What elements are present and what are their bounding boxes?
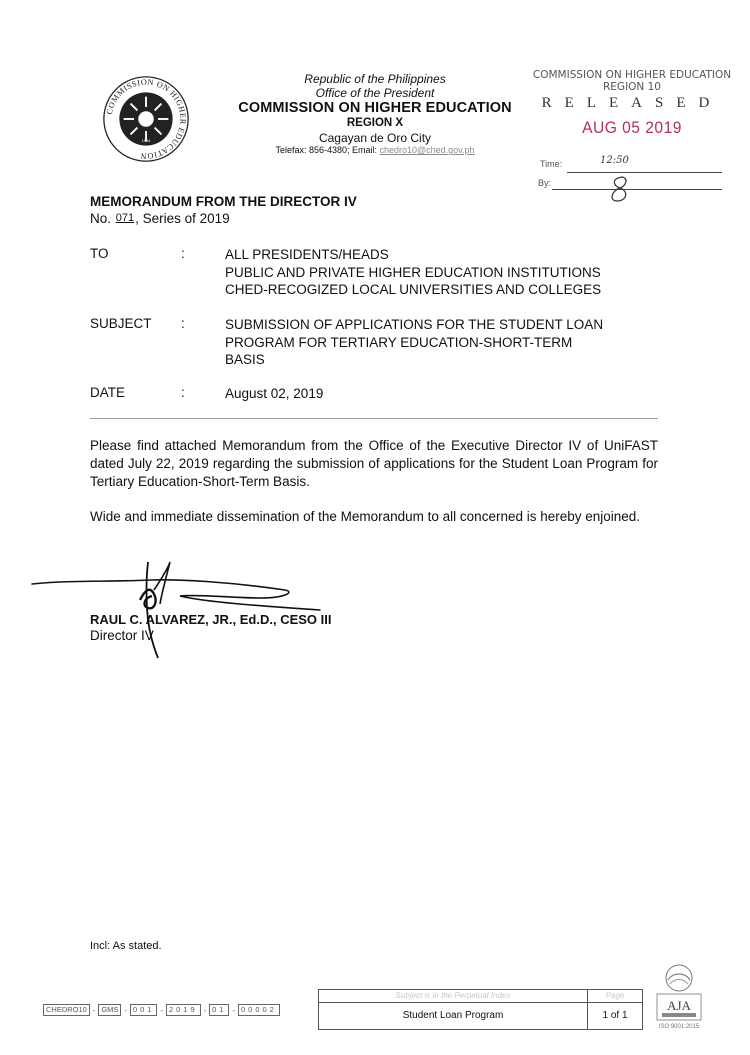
document-control-code: CHEDRO10 - GMS - 001 - 2019 - 01 - 00002	[42, 1004, 281, 1016]
to-colon: :	[181, 246, 185, 261]
subject-colon: :	[181, 316, 185, 331]
stamp-time-rule	[567, 172, 722, 173]
footer-page-header: Page	[588, 990, 642, 1003]
released-stamp	[532, 70, 732, 138]
to-line: PUBLIC AND PRIVATE HIGHER EDUCATION INSTITUTIONS	[225, 264, 601, 280]
doc-code-year: 2019	[166, 1004, 201, 1016]
letterhead-region: REGION X	[346, 117, 404, 130]
stamp-by-rule	[552, 189, 722, 190]
stamp-by-label: By:	[538, 178, 552, 188]
footer-page-value: 1 of 1	[602, 1010, 628, 1021]
memo-number-line	[90, 211, 230, 226]
doc-code-month: 01	[209, 1004, 229, 1016]
date-label: DATE	[90, 385, 126, 400]
body-paragraph-1: Please find attached Memorandum from the Office of the Executive Director IV of UniFAST dated July 22, 2019 regarding the submission of applications for the Student Loan Program for Tertiary Education-Short-Term Basis.	[90, 438, 658, 489]
ched-seal-logo	[103, 76, 189, 162]
letterhead-telefax: Telefax: 856-4380; Email:	[275, 145, 380, 156]
cert-standard: ISO 9001:2015	[658, 1024, 700, 1030]
subject-label: SUBJECT	[90, 316, 152, 331]
subject-line: BASIS	[225, 352, 265, 367]
stamp-status: RELEASED	[541, 95, 723, 112]
doc-code-sequence: 00002	[238, 1004, 280, 1016]
footer-subject-header: Subject is in the Perpetual Index	[319, 990, 587, 1003]
memo-number: 071	[115, 212, 135, 224]
memo-series: , Series of 2019	[135, 211, 230, 226]
body-paragraph-2: Wide and immediate dissemination of the Memorandum to all concerned is hereby enjoined.	[90, 509, 641, 524]
letterhead-agency: COMMISSION ON HIGHER EDUCATION	[238, 100, 512, 117]
footer-subject-value: Student Loan Program	[402, 1010, 504, 1021]
letterhead	[205, 72, 545, 156]
header-divider	[90, 418, 658, 419]
letterhead-email-link[interactable]: chedro10@ched.gov.ph	[379, 145, 475, 156]
signatory-title: Director IV	[90, 628, 154, 643]
subject-line: SUBMISSION OF APPLICATIONS FOR THE STUDENT LOAN	[225, 317, 604, 332]
stamp-initials-signature	[603, 174, 637, 204]
stamp-time-label: Time:	[540, 159, 563, 169]
memo-no-prefix: No.	[90, 211, 115, 226]
letterhead-office: Office of the President	[315, 86, 435, 101]
subject-text	[225, 316, 665, 369]
memo-title: MEMORANDUM FROM THE DIRECTOR IV	[90, 194, 357, 209]
doc-code-office: CHEDRO10	[43, 1004, 90, 1016]
stamp-time-value: 12:50	[600, 155, 629, 166]
letterhead-contact	[205, 145, 545, 156]
to-line: CHED-RECOGIZED LOCAL UNIVERSITIES AND COLLEGES	[225, 282, 602, 297]
signatory-name: RAUL C. ALVAREZ, JR., Ed.D., CESO III	[90, 612, 332, 627]
iso-certification-logo	[656, 962, 702, 1032]
footer-index-table	[318, 989, 643, 1030]
cert-name: AJA	[667, 998, 691, 1013]
to-recipients	[225, 246, 665, 299]
seal-year: 1994	[141, 138, 151, 144]
stamp-date: AUG 05 2019	[582, 118, 682, 138]
stamp-region: REGION 10	[603, 80, 661, 93]
stamp-org: COMMISSION ON HIGHER EDUCATION	[532, 69, 732, 81]
doc-code-system: GMS	[98, 1004, 121, 1016]
letterhead-city: Cagayan de Oro City	[318, 130, 432, 145]
seal-ring-text: COMMISSION ON HIGHER EDUCATION	[104, 77, 188, 161]
to-label: TO	[90, 246, 109, 261]
to-line: ALL PRESIDENTS/HEADS	[225, 247, 389, 262]
subject-line: PROGRAM FOR TERTIARY EDUCATION-SHORT-TERM	[225, 334, 573, 350]
handwritten-signature	[30, 560, 330, 660]
doc-code-series: 001	[130, 1004, 158, 1016]
enclosure-note: Incl: As stated.	[90, 940, 162, 952]
letterhead-republic: Republic of the Philippines	[304, 72, 446, 86]
date-value: August 02, 2019	[225, 386, 324, 401]
date-colon: :	[181, 385, 185, 400]
